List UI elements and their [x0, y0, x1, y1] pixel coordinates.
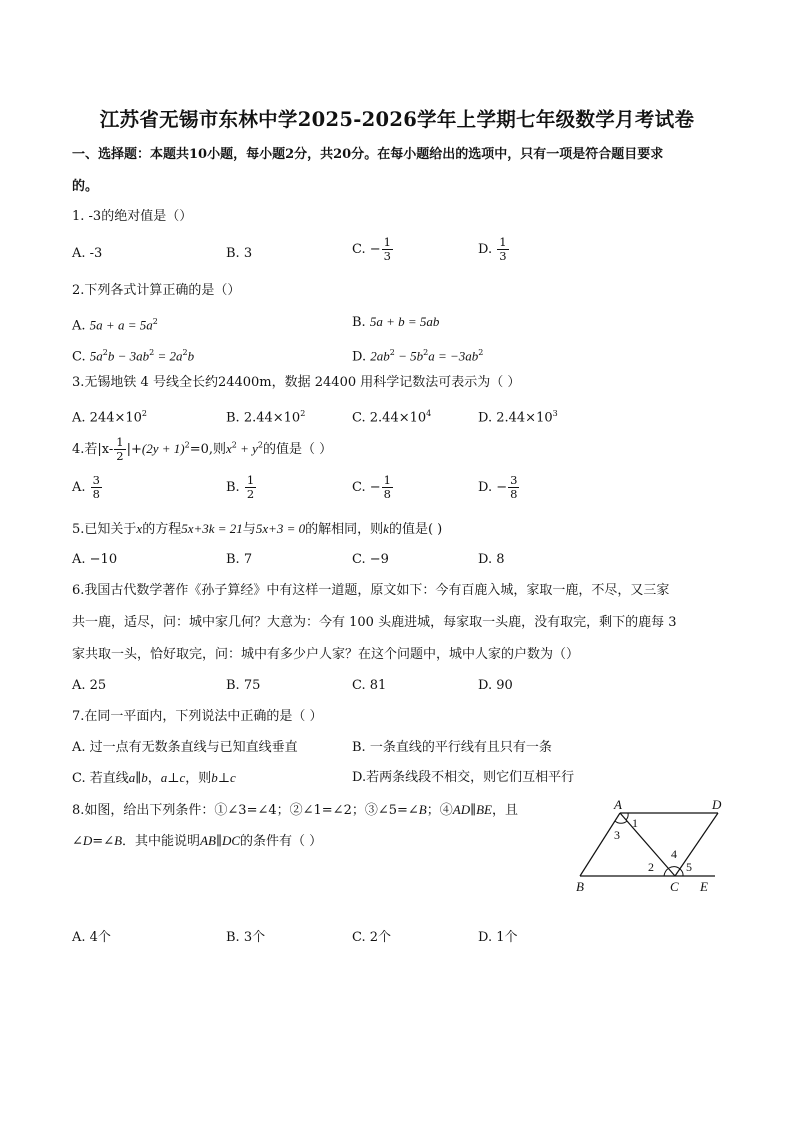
angle-label-2: 2: [648, 860, 654, 874]
angle-label-5: 5: [686, 860, 692, 874]
point-label-a: A: [614, 797, 622, 812]
q1-d-fraction: $\frac{1}{3}$: [499, 235, 507, 263]
q7-option-d[interactable]: D.若两条线段不相交，则它们互相平行: [352, 770, 575, 785]
section-heading: 一、选择题：本题共10小题，每小题2分，共20分。在每小题给出的选项中，只有一项是符合题目要求: [72, 147, 664, 162]
q4-stem: 4.若|x- $\frac{1}{2}$ $|+(2y + 1)^2=0$,则$x^2 + y^2$的值是（ ）: [72, 435, 333, 463]
q6-option-d[interactable]: D. 90: [478, 678, 513, 693]
q3-option-c[interactable]: C. $2.44\times 10^4$: [352, 409, 432, 426]
q4-option-a[interactable]: A. $\frac{3}{8}$: [72, 473, 100, 501]
q4-option-c[interactable]: C. − $\frac{1}{8}$: [352, 473, 391, 501]
q1-option-d[interactable]: D. $\frac{1}{3}$: [478, 235, 507, 263]
q4-stem-fraction: $\frac{1}{2}$: [116, 435, 124, 463]
q2-option-a[interactable]: A. $5a + a = 5a^2$: [72, 317, 158, 334]
q8-geometry-figure: [570, 795, 730, 895]
point-label-b: B: [576, 879, 584, 894]
q6-line-2: 共一鹿，适尽，问：城中家几何？大意为：今有 100 头鹿进城，每家取一头鹿，没有取完，剩下的鹿每 3: [72, 615, 677, 630]
q7-option-c[interactable]: C. 若直线a∥b，a⊥c，则b⊥c: [72, 770, 236, 786]
q5-option-d[interactable]: D. 8: [478, 552, 505, 567]
point-label-c: C: [670, 879, 679, 894]
q2-option-b[interactable]: B. 5a + b = 5ab: [352, 314, 440, 330]
q2-option-d[interactable]: D. $2ab^2 - 5b^2a = -3ab^2$: [352, 348, 484, 365]
point-label-d: D: [712, 797, 722, 812]
q7-option-b[interactable]: B. 一条直线的平行线有且只有一条: [352, 740, 552, 755]
q3-stem: 3.无锡地铁 4 号线全长约24400m，数据 24400 用科学记数法可表示为（ ）: [72, 375, 521, 390]
q6-option-b[interactable]: B. 75: [226, 678, 261, 693]
q6-line-1: 6.我国古代数学著作《孙子算经》中有这样一道题，原文如下：今有百鹿入城，家取一鹿，不尽，又三家: [72, 583, 670, 598]
page-title: 江苏省无锡市东林中学2025-2026学年上学期七年级数学月考试卷: [99, 108, 695, 131]
q1-option-a[interactable]: A. -3: [72, 246, 103, 261]
q2-stem: 2.下列各式计算正确的是（）: [72, 283, 241, 298]
q1-option-c[interactable]: C. − $\frac{1}{3}$: [352, 235, 391, 263]
angle-label-1: 1: [632, 816, 638, 830]
q6-line-3: 家共取一头，恰好取完，问：城中有多少户人家？在这个问题中，城中人家的户数为（）: [72, 647, 580, 662]
q3-option-d[interactable]: D. $2.44\times 10^3$: [478, 409, 558, 426]
q8-option-d[interactable]: D. 1个: [478, 930, 518, 945]
q8-option-b[interactable]: B. 3个: [226, 930, 266, 945]
angle-label-4: 4: [671, 847, 677, 861]
point-label-e: E: [700, 879, 708, 894]
q7-stem: 7.在同一平面内，下列说法中正确的是（ ）: [72, 709, 323, 724]
q3-option-a[interactable]: A. $244\times 10^2$: [72, 409, 148, 426]
q6-option-a[interactable]: A. 25: [72, 678, 107, 693]
q8-line-1: 8.如图，给出下列条件：①∠3=∠4；②∠1=∠2；③∠5=∠B；④AD∥BE，且: [72, 802, 518, 818]
q5-option-c[interactable]: C. −9: [352, 552, 389, 567]
q8-option-c[interactable]: C. 2个: [352, 930, 392, 945]
q1-stem: 1. -3的绝对值是（）: [72, 209, 193, 224]
q8-option-a[interactable]: A. 4个: [72, 930, 111, 945]
section-heading-cont: 的。: [72, 179, 99, 194]
q4-option-b[interactable]: B. $\frac{1}{2}$: [226, 473, 255, 501]
angle-label-3: 3: [614, 828, 620, 842]
q6-option-c[interactable]: C. 81: [352, 678, 387, 693]
q5-stem: 5.已知关于x的方程5x+3k = 21与5x+3 = 0的解相同，则k的值是( ): [72, 521, 443, 537]
q5-option-a[interactable]: A. −10: [72, 552, 118, 567]
q1-c-fraction: $\frac{1}{3}$: [383, 235, 391, 263]
parallelogram-diagram: [570, 795, 730, 895]
q4-option-d[interactable]: D. − $\frac{3}{8}$: [478, 473, 518, 501]
q7-option-a[interactable]: A. 过一点有无数条直线与已知直线垂直: [72, 740, 298, 755]
q1-option-b[interactable]: B. 3: [226, 246, 253, 261]
q2-option-c[interactable]: C. $5a^2b - 3ab^2 = 2a^2b$: [72, 348, 195, 365]
q8-line-2: ∠D=∠B．其中能说明AB∥DC的条件有（ ）: [72, 833, 323, 849]
q3-option-b[interactable]: B. $2.44\times 10^2$: [226, 409, 306, 426]
q5-option-b[interactable]: B. 7: [226, 552, 253, 567]
